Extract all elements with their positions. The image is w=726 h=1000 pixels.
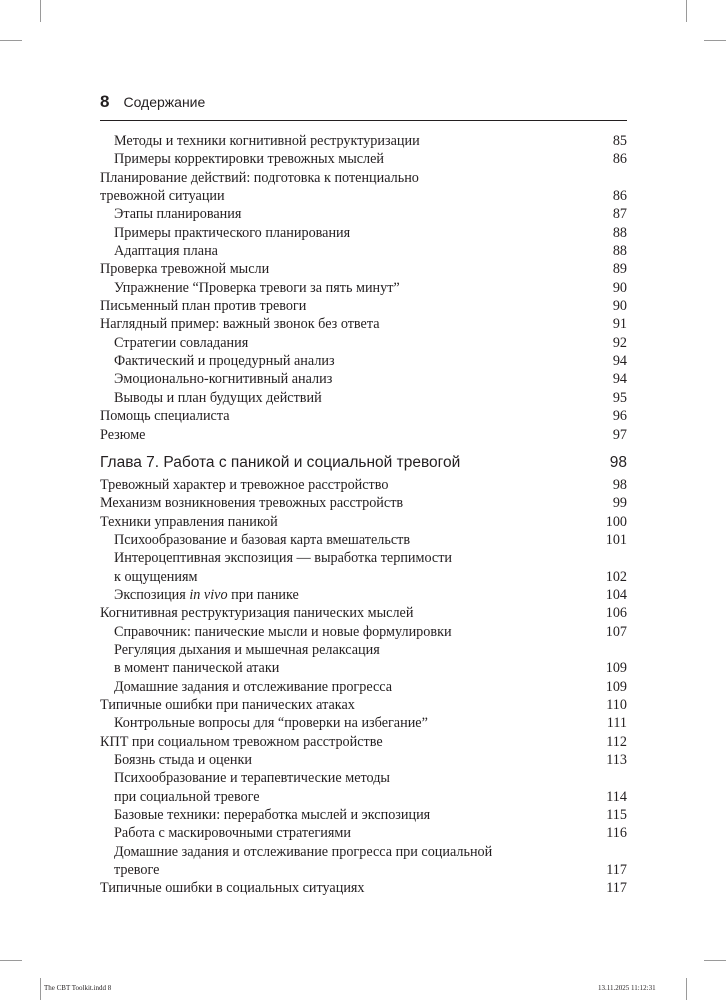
toc-page-number: 102 [605,568,627,585]
toc-entry-text: Экспозиция [114,586,190,603]
toc-entry [100,260,627,278]
toc-entry [100,407,627,425]
toc-entry [100,824,627,842]
toc-entry [100,426,627,444]
toc-page-number: 109 [605,660,627,677]
toc-entry-text: Техники управления паникой [100,513,278,530]
toc-page-number: 90 [612,298,627,315]
toc-entry [100,315,627,333]
toc-page-number: 117 [606,862,627,879]
toc-page-number: 87 [612,206,627,223]
toc-entry-text: Психообразование и базовая карта вмешательств [114,531,411,548]
toc-entry [100,733,627,751]
toc-entry-text: Резюме [100,426,146,443]
toc-entry-title [100,426,587,444]
toc-entry-title [100,334,587,352]
toc-entry-text: Интероцептивная экспозиция — выработка терпимости [114,550,453,567]
toc-entry-text: Эмоционально-когнитивный анализ [114,371,333,388]
toc-page-number: 110 [606,696,627,713]
toc-entry-title [100,205,587,223]
toc-chapter [100,453,627,473]
toc-entry [100,389,627,407]
toc-page-number: 86 [612,151,627,168]
toc-page-number: 111 [606,715,627,732]
toc-page-number: 96 [612,408,627,425]
toc-entry-title [100,751,587,769]
toc-entry-text: Механизм возникновения тревожных расстройств [100,495,404,512]
toc-entry-text: Глава 7. Работа с паникой и социальной тревогой [100,453,461,471]
toc-entry-text: Наглядный пример: важный звонок без ответа [100,316,380,333]
toc-entry-text: Справочник: панические мысли и новые формулировки [114,623,452,640]
table-of-contents [100,132,627,898]
toc-entry [100,169,627,206]
toc-entry-text: Базовые техники: переработка мыслей и экспозиция [114,807,431,824]
crop-mark [686,0,687,22]
toc-entry [100,604,627,622]
toc-page-number: 98 [609,453,627,471]
toc-page-number: 104 [605,586,627,603]
toc-page-number: 85 [612,133,627,149]
toc-page-number: 116 [606,825,627,842]
toc-entry-title [100,806,587,824]
toc-entry-text: Этапы планирования [114,206,242,223]
toc-entry-title [100,714,587,732]
toc-entry-title [100,769,587,806]
toc-page-number: 91 [612,316,627,333]
toc-page-number: 114 [606,788,627,805]
toc-entry-title [100,132,587,150]
crop-mark [704,40,726,41]
toc-entry-title [100,824,587,842]
toc-entry-title [100,389,587,407]
toc-entry-text-after: при панике [227,586,299,603]
toc-entry-text: Упражнение “Проверка тревоги за пять минут” [114,279,400,296]
toc-entry [100,242,627,260]
toc-entry-text: Работа с маскировочными стратегиями [114,825,351,842]
toc-entry [100,751,627,769]
toc-page-number: 88 [612,224,627,241]
toc-entry [100,513,627,531]
toc-entry-title [100,279,587,297]
toc-page-number: 115 [606,807,627,824]
toc-entry-text: Регуляция дыхания и мышечная релаксация [114,641,380,658]
toc-entry-title [100,879,587,897]
toc-entry-title [100,260,587,278]
toc-entry-text: Фактический и процедурный анализ [114,353,335,370]
toc-entry-text-continued: в момент панической атаки [114,660,280,677]
toc-page-number: 117 [606,880,627,897]
slug-file: The CBT Toolkit.indd 8 [44,984,112,992]
running-title: Содержание [123,94,206,110]
toc-entry [100,623,627,641]
header-rule [100,120,627,121]
toc-entry [100,843,627,880]
toc-entry-text-continued: к ощущениям [114,568,198,585]
toc-entry [100,205,627,223]
toc-page-number: 94 [612,353,627,370]
toc-entry-title [100,623,587,641]
toc-entry-title [100,549,587,586]
toc-entry-text: Адаптация плана [114,243,218,260]
toc-entry-title [100,370,587,388]
slug-datetime: 13.11.2025 11:12:31 [598,984,656,992]
toc-entry-title [100,242,587,260]
toc-entry-text: Тревожный характер и тревожное расстройство [100,476,389,493]
crop-mark [40,0,41,22]
toc-page-number: 99 [612,495,627,512]
toc-entry-text: Домашние задания и отслеживание прогресса при социальной [114,843,493,860]
toc-entry-title [100,843,587,880]
toc-entry-title [100,224,587,242]
toc-entry [100,531,627,549]
page-number: 8 [100,92,110,111]
toc-entry-text-continued: тревоге [114,862,160,879]
toc-entry-title [100,696,587,714]
toc-entry-text: Контрольные вопросы для “проверки на избегание” [114,715,428,732]
toc-entry [100,370,627,388]
toc-entry-title [100,494,587,512]
toc-entry [100,352,627,370]
crop-mark [40,978,41,1000]
toc-entry [100,494,627,512]
crop-mark [686,978,687,1000]
toc-entry-title [100,352,587,370]
toc-page-number: 92 [612,334,627,351]
toc-page-number: 89 [612,261,627,278]
toc-entry-text: Выводы и план будущих действий [114,389,322,406]
toc-entry-title [100,169,587,206]
toc-entry-text: Помощь специалиста [100,408,230,425]
toc-entry-title [100,641,587,678]
toc-entry [100,150,627,168]
toc-page-number: 101 [605,531,627,548]
toc-entry [100,641,627,678]
toc-page-number: 112 [606,733,627,750]
toc-entry [100,132,627,150]
toc-page-number: 88 [612,243,627,260]
toc-entry [100,224,627,242]
toc-entry-title [100,678,587,696]
crop-mark [0,960,22,961]
toc-entry-text: КПТ при социальном тревожном расстройстве [100,733,383,750]
toc-entry-title [100,150,587,168]
toc-entry-title [100,586,587,604]
toc-entry [100,549,627,586]
toc-entry-italic: in vivo [189,586,228,603]
toc-entry [100,806,627,824]
toc-entry [100,279,627,297]
toc-page-number: 94 [612,371,627,388]
toc-entry-text-continued: при социальной тревоге [114,788,260,805]
toc-entry [100,769,627,806]
toc-entry-text: Типичные ошибки в социальных ситуациях [100,880,365,897]
toc-entry-text: Планирование действий: подготовка к потенциально [100,169,419,186]
toc-entry-title [100,297,587,315]
toc-page-number: 106 [605,605,627,622]
toc-page-number: 97 [612,426,627,443]
toc-entry-title [100,315,587,333]
toc-entry [100,476,627,494]
toc-page-number: 90 [612,279,627,296]
toc-page-number: 113 [606,752,627,768]
toc-entry-title [100,733,587,751]
toc-entry-text-continued: тревожной ситуации [100,188,225,205]
toc-entry-title [100,407,587,425]
toc-entry-text: Письменный план против тревоги [100,298,307,315]
toc-page-number: 95 [612,389,627,406]
toc-entry-text: Когнитивная реструктуризация панических мыслей [100,605,414,622]
toc-entry [100,297,627,315]
toc-entry-text: Примеры практического планирования [114,224,351,241]
toc-entry [100,696,627,714]
toc-page-number: 109 [605,678,627,695]
toc-entry-title [100,531,587,549]
toc-page-number: 86 [612,188,627,205]
toc-entry-text: Типичные ошибки при панических атаках [100,696,355,713]
toc-entry-title [100,604,587,622]
toc-entry-text: Боязнь стыда и оценки [114,752,253,768]
toc-entry-title [100,476,587,494]
toc-entry [100,334,627,352]
toc-page-number: 107 [605,623,627,640]
toc-entry-text: Примеры корректировки тревожных мыслей [114,151,384,168]
toc-entry [100,586,627,604]
crop-mark [0,40,22,41]
toc-page-number: 98 [612,476,627,493]
toc-entry-text: Проверка тревожной мысли [100,261,270,278]
crop-mark [704,960,726,961]
toc-page-number: 100 [605,513,627,530]
toc-entry [100,714,627,732]
toc-entry-title [100,513,587,531]
toc-entry-text: Стратегии совладания [114,334,249,351]
toc-entry-text: Психообразование и терапевтические методы [114,770,390,787]
toc-entry [100,879,627,897]
toc-entry-title [100,453,587,473]
toc-entry-text: Домашние задания и отслеживание прогресса [114,678,393,695]
toc-entry-text: Методы и техники когнитивной реструктуризации [114,133,420,149]
running-header [100,92,627,112]
toc-entry [100,678,627,696]
